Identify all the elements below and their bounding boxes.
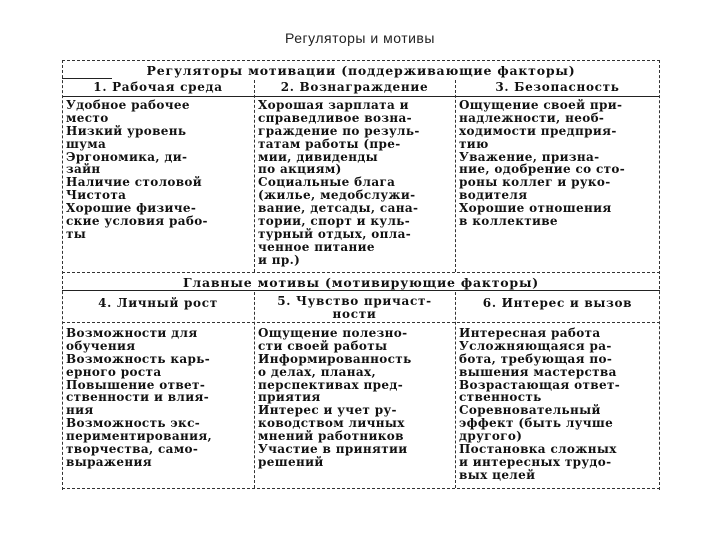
cell-line: ченное питание	[258, 239, 375, 254]
cell-line: бота, требующая по-	[459, 351, 613, 366]
cell-line: граждение по резуль-	[258, 123, 420, 138]
cell-line: мнений работников	[258, 429, 404, 444]
cell-line: сти своей работы	[258, 338, 388, 353]
cell-line: справедливое возна-	[258, 110, 412, 125]
motives-heading-rule	[62, 290, 660, 291]
cell-line: Возможность экс-	[66, 416, 201, 431]
cell-line: по акциям)	[258, 162, 342, 177]
work-environment-cell	[66, 99, 208, 241]
column-divider-3	[254, 292, 255, 488]
regulators-bottom-rule	[62, 272, 660, 273]
cell-line: и интересных трудо-	[459, 454, 612, 469]
column-header-security: 3. Безопасность	[495, 80, 620, 94]
belonging-cell	[258, 327, 412, 469]
cell-line: другого)	[459, 429, 523, 444]
cell-line: Эргономика, ди-	[66, 149, 188, 164]
security-cell	[459, 99, 625, 228]
regulators-header-rule	[62, 96, 660, 97]
cell-line: ские условия рабо-	[66, 214, 208, 229]
cell-line: Хорошие отношения	[459, 201, 612, 216]
cell-line: тории, спорт и куль-	[258, 214, 411, 229]
cell-line: тию	[459, 136, 489, 151]
cell-line: Постановка сложных	[459, 442, 617, 457]
cell-line: зайн	[66, 162, 101, 177]
cell-line: место	[66, 110, 109, 125]
column-header-personal-growth: 4. Личный рост	[98, 296, 218, 310]
cell-line: ководством личных	[258, 416, 405, 431]
column-header-work-environment: 1. Рабочая среда	[93, 80, 223, 94]
cell-line: Интересная работа	[459, 326, 601, 340]
column-header-interest-challenge: 6. Интерес и вызов	[482, 296, 633, 310]
cell-line: Интерес и учет ру-	[258, 403, 397, 418]
top-rule	[62, 60, 660, 61]
cell-line: Ощущение своей при-	[459, 98, 623, 112]
cell-line: в коллективе	[459, 214, 558, 229]
cell-line: о делах, планах,	[258, 364, 377, 379]
column-divider-2	[455, 80, 456, 272]
cell-line: и пр.)	[258, 252, 301, 267]
cell-line: ходимости предприя-	[459, 123, 617, 138]
cell-line: творчества, само-	[66, 442, 199, 457]
cell-line: (жилье, медобслужи-	[258, 188, 416, 203]
reward-cell	[258, 99, 420, 267]
cell-line: турный отдых, опла-	[258, 226, 412, 241]
motivation-table	[62, 60, 660, 500]
cell-line: вание, детсады, сана-	[258, 201, 419, 216]
cell-line: решений	[258, 454, 324, 469]
regulators-heading-rule	[62, 78, 112, 79]
column-header-reward: 2. Вознаграждение	[280, 80, 429, 94]
column-header-belonging: 5. Чувство причаст- ности	[277, 294, 432, 321]
cell-line: ние, одобрение со сто-	[459, 162, 626, 177]
cell-line: Соревновательный	[459, 403, 601, 418]
cell-line: Социальные блага	[258, 175, 396, 190]
interest-challenge-cell	[459, 327, 620, 482]
cell-line: приятия	[258, 390, 321, 405]
column-divider-4	[455, 292, 456, 488]
cell-line: Информированность	[258, 351, 412, 366]
cell-line: надлежности, необ-	[459, 110, 605, 125]
cell-line: Уважение, призна-	[459, 149, 600, 164]
cell-line: Участие в принятии	[258, 442, 408, 457]
cell-line: роны коллег и руко-	[459, 175, 611, 190]
cell-line: перспективах пред-	[258, 377, 404, 392]
cell-line: водителя	[459, 188, 528, 203]
cell-line: Низкий уровень	[66, 123, 187, 138]
cell-line: Наличие столовой	[66, 175, 203, 190]
cell-line: вых целей	[459, 467, 536, 482]
regulators-heading: Регуляторы мотивации (поддерживающие факторы)	[146, 63, 576, 78]
cell-line: Усложняющаяся ра-	[459, 338, 612, 353]
cell-line: Хорошая зарплата и	[258, 98, 409, 112]
cell-line: ерного роста	[66, 364, 162, 379]
bottom-rule	[62, 488, 660, 489]
cell-line: Удобное рабочее	[66, 98, 190, 112]
cell-line: татам работы (пре-	[258, 136, 401, 151]
cell-line: Хорошие физиче-	[66, 201, 197, 216]
cell-line: Чистота	[66, 188, 127, 203]
cell-line: вышения мастерства	[459, 364, 617, 379]
cell-line: ния	[66, 403, 94, 418]
motives-heading: Главные мотивы (мотивирующие факторы)	[182, 275, 539, 290]
cell-line: Возможность карь-	[66, 351, 211, 366]
cell-line: Возрастающая ответ-	[459, 377, 621, 392]
cell-line: мии, дивиденды	[258, 149, 379, 164]
cell-line: периментирования,	[66, 429, 213, 444]
cell-line: шума	[66, 136, 107, 151]
column-divider-1	[254, 80, 255, 272]
cell-line: Ощущение полезно-	[258, 326, 408, 340]
personal-growth-cell	[66, 327, 212, 469]
cell-line: выражения	[66, 454, 152, 469]
cell-line: обучения	[66, 338, 136, 353]
cell-line: Возможности для	[66, 326, 198, 340]
cell-line: ственности и влия-	[66, 390, 210, 405]
cell-line: ственность	[459, 390, 542, 405]
cell-line: Повышение ответ-	[66, 377, 206, 392]
motives-header-rule	[62, 322, 660, 323]
cell-line: эффект (быть лучше	[459, 416, 614, 431]
cell-line: ты	[66, 226, 87, 241]
page-title: Регуляторы и мотивы	[285, 30, 435, 46]
